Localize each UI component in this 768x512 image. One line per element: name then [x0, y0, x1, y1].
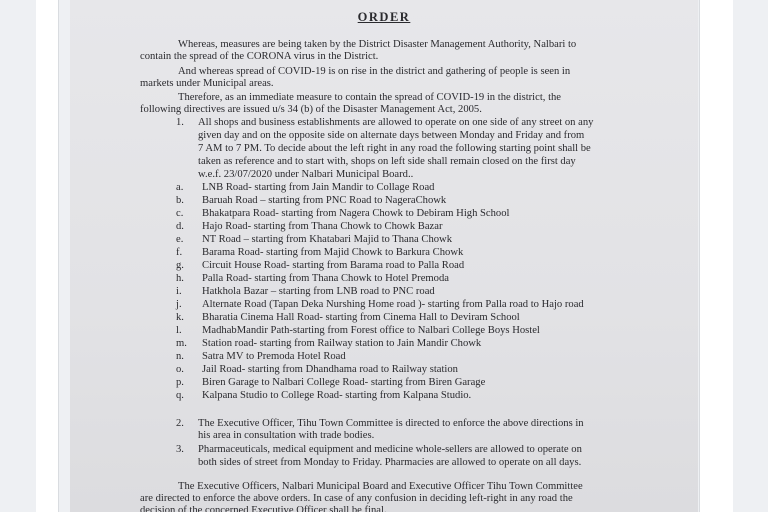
intro-line: Therefore, as an immediate measure to contain the spread of COVID-19 in the district, the	[178, 92, 562, 103]
road-item-letter: f.	[176, 247, 183, 258]
road-item-letter: d.	[176, 221, 184, 232]
directive-number: 3.	[176, 444, 184, 455]
road-item-letter: h.	[176, 273, 184, 284]
road-item-text: LNB Road- starting from Jain Mandir to Collage Road	[202, 182, 435, 193]
road-item-letter: b.	[176, 195, 184, 206]
intro-line: contain the spread of the CORONA virus in the District.	[140, 51, 379, 62]
road-item-text: Hatkhola Bazar – starting from LNB road to PNC road	[202, 286, 435, 297]
road-item-text: Hajo Road- starting from Thana Chowk to Chowk Bazar	[202, 221, 443, 232]
directive-3-line: Pharmaceuticals, medical equipment and medicine whole-sellers are allowed to operate on	[198, 444, 582, 455]
road-item-text: Baruah Road – starting from PNC Road to NageraChowk	[202, 195, 447, 206]
intro-line: And whereas spread of COVID-19 is on rise in the district and gathering of people is seen in	[178, 66, 571, 77]
road-item-letter: l.	[176, 325, 182, 336]
directive-2-line: The Executive Officer, Tihu Town Committee is directed to enforce the above directions in	[198, 418, 584, 429]
directive-1-line: given day and on the opposite side on alternate days between Monday and Friday and from	[198, 130, 585, 141]
directive-2-line: his area in consultation with trade bodies.	[198, 430, 375, 441]
document-title: ORDER	[357, 10, 411, 24]
road-item-text: NT Road – starting from Khatabari Majid to Thana Chowk	[202, 234, 452, 245]
directive-3-line: both sides of street from Monday to Friday. Pharmacies are allowed to operate on all days.	[198, 457, 582, 468]
road-item-letter: j.	[176, 299, 182, 310]
closing-line: are directed to enforce the above orders. In case of any confusion in deciding left-right in any road the	[140, 493, 573, 504]
road-item-letter: a.	[176, 182, 184, 193]
directive-1-line: taken as reference and to start with, shops on left side shall remain closed on the first day	[198, 156, 576, 167]
road-item-letter: e.	[176, 234, 184, 245]
directive-number: 2.	[176, 418, 184, 429]
road-item-letter: p.	[176, 377, 184, 388]
road-item-letter: m.	[176, 338, 187, 349]
closing-line: decision of the concerned Executive Officer shall be final.	[140, 505, 387, 512]
road-item-text: Palla Road- starting from Thana Chowk to Hotel Premoda	[202, 273, 449, 284]
order-document-photo	[70, 0, 698, 512]
road-item-text: Circuit House Road- starting from Barama road to Palla Road	[202, 260, 465, 271]
road-item-text: Jail Road- starting from Dhandhama road to Railway station	[202, 364, 458, 375]
road-item-text: Biren Garage to Nalbari College Road- starting from Biren Garage	[202, 377, 486, 388]
road-item-letter: g.	[176, 260, 184, 271]
intro-line: Whereas, measures are being taken by the District Disaster Management Authority, Nalbari to	[178, 39, 577, 50]
road-item-letter: c.	[176, 208, 184, 219]
road-item-text: Barama Road- starting from Majid Chowk to Barkura Chowk	[202, 247, 464, 258]
road-item-text: Bharatia Cinema Hall Road- starting from Cinema Hall to Deviram School	[202, 312, 520, 323]
intro-line: following directives are issued u/s 34 (b) of the Disaster Management Act, 2005.	[140, 104, 482, 115]
road-item-letter: q.	[176, 390, 184, 401]
road-item-letter: i.	[176, 286, 182, 297]
road-item-text: Station road- starting from Railway station to Jain Mandir Chowk	[202, 338, 482, 349]
closing-line: The Executive Officers, Nalbari Municipal Board and Executive Officer Tihu Town Committee	[178, 481, 583, 492]
road-item-text: MadhabMandir Path-starting from Forest office to Nalbari College Boys Hostel	[202, 325, 540, 336]
road-item-letter: o.	[176, 364, 184, 375]
directive-number: 1.	[176, 117, 184, 128]
intro-line: markets under Municipal areas.	[140, 78, 274, 89]
post-card-edge-right	[699, 0, 733, 512]
directive-1-line: All shops and business establishments are allowed to operate on one side of any street on any	[198, 117, 594, 128]
directive-1-line: w.e.f. 23/07/2020 under Nalbari Municipal Board..	[198, 169, 414, 180]
road-item-text: Alternate Road (Tapan Deka Nurshing Home road )- starting from Palla road to Hajo road	[202, 299, 584, 310]
road-item-letter: k.	[176, 312, 184, 323]
road-item-letter: n.	[176, 351, 184, 362]
road-item-text: Satra MV to Premoda Hotel Road	[202, 351, 346, 362]
post-card-edge-left	[36, 0, 59, 512]
road-item-text: Bhakatpara Road- starting from Nagera Chowk to Debiram High School	[202, 208, 510, 219]
road-item-text: Kalpana Studio to College Road- starting from Kalpana Studio.	[202, 390, 472, 401]
directive-1-line: 7 AM to 7 PM. To decide about the left right in any road the following starting point shall be	[198, 143, 591, 154]
